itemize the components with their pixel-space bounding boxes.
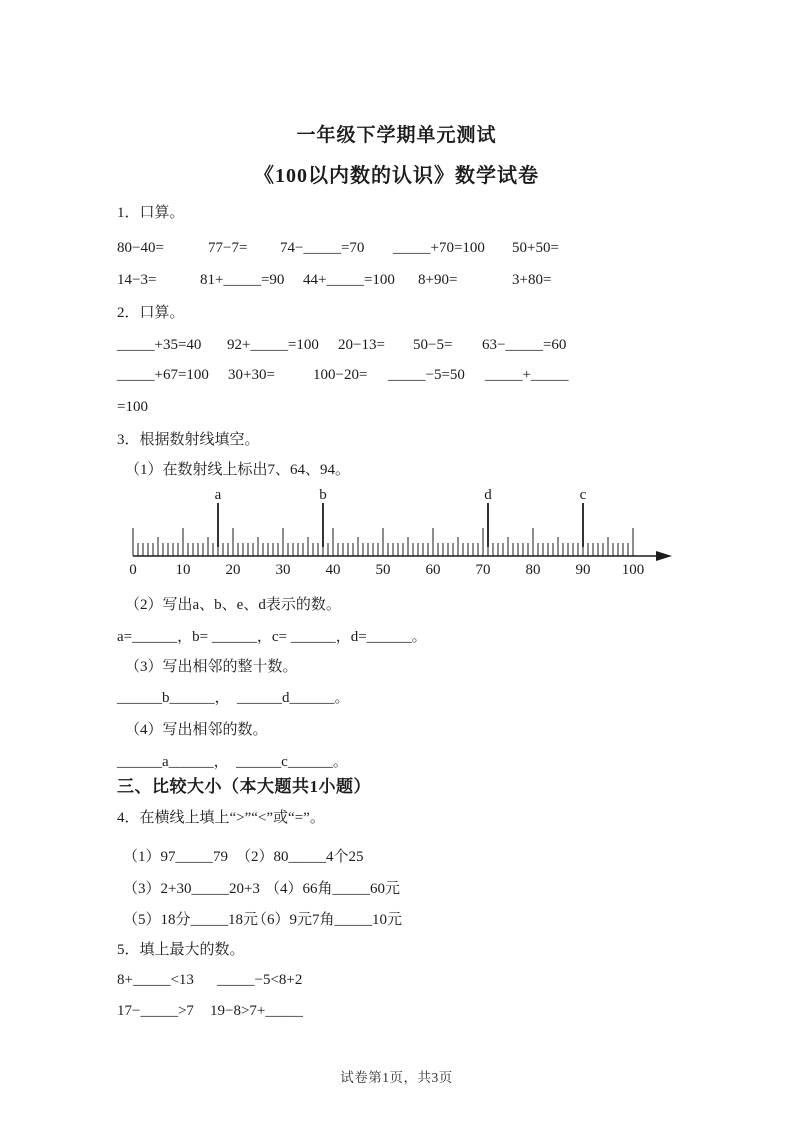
numberline-tick-label: 90 [575,562,591,578]
q5-row-2 [0,1003,793,1025]
q5-row-1 [0,972,793,994]
q3-sub4-answer-line: ______a______， ______c______。 [117,754,348,770]
equation: _____+70=100 [393,240,485,256]
q4-row-1 [0,845,793,867]
number-line-svg [115,486,695,581]
inequality-item: 17−_____>7 [117,1003,194,1019]
question-3-label: 3．根据数射线填空。 [117,432,260,448]
page-subtitle: 《100以内数的认识》数学试卷 [254,165,539,187]
numberline-tick-label: 30 [275,562,291,578]
numberline-tick-label: 40 [325,562,341,578]
question-4-label: 4．在横线上填上“>”“<”或“=”。 [117,810,325,826]
q3-sub3-answer-line: ______b______， ______d______。 [117,690,350,706]
equation: _____−5=50 [388,367,465,383]
q1-equation-row-2 [0,272,793,294]
question-5-label: 5．填上最大的数。 [117,942,245,958]
equation: _____+35=40 [117,337,202,353]
numberline-tick-label: 100 [621,562,645,578]
numberline-tick-label: 20 [225,562,241,578]
number-line [115,486,695,581]
equation: 81+_____=90 [200,272,285,288]
q3-sub4: （4）写出相邻的数。 [125,722,268,738]
equation: 74−_____=70 [280,240,365,256]
q2-equation-row-1 [0,337,793,359]
comparison-item: （1）97_____79 [123,849,229,865]
equation: 14−3= [117,272,157,288]
equation: 44+_____=100 [303,272,395,288]
numberline-tick-label: 70 [475,562,491,578]
q1-equation-row-1 [0,240,793,262]
equation: 77−7= [208,240,248,256]
numberline-tick-label: 50 [375,562,391,578]
numberline-tick-label: 80 [525,562,541,578]
numberline-tick-label: 60 [425,562,441,578]
inequality-item: 8+_____<13 [117,972,194,988]
q3-sub3: （3）写出相邻的整十数。 [125,659,298,675]
equation: _____+67=100 [117,367,209,383]
numberline-marker-label-c: c [579,487,587,503]
numberline-arrow [656,551,672,561]
section-3-heading: 三、比较大小（本大题共1小题） [117,777,371,796]
equation: 100−20= [313,367,368,383]
inequality-item: _____−5<8+2 [217,972,303,988]
inequality-item: 19−8>7+_____ [210,1003,303,1019]
question-1-label: 1．口算。 [117,205,185,221]
q4-row-2 [0,877,793,899]
question-2-label: 2．口算。 [117,305,185,321]
comparison-item: （2）80_____4个25 [236,849,364,865]
equation: 3+80= [512,272,552,288]
equation-continuation: =100 [117,399,148,415]
equation: 20−13= [338,337,385,353]
q2-equation-row-2 [0,367,793,389]
page-footer: 试卷第1页，共3页 [340,1070,453,1085]
comparison-item: （3）2+30_____20+3 [123,881,260,897]
numberline-marker-label-d: d [484,487,492,503]
equation: 92+_____=100 [227,337,319,353]
q3-sub2: （2）写出a、b、e、d表示的数。 [125,597,341,613]
numberline-marker-label-a: a [214,487,222,503]
equation: 80−40= [117,240,164,256]
equation: _____+_____ [485,367,569,383]
page-title: 一年级下学期单元测试 [296,125,497,146]
comparison-item: （6）9元7角_____10元 [252,912,403,928]
numberline-marker-label-b: b [319,487,327,503]
equation: 8+90= [418,272,458,288]
numberline-tick-label: 10 [175,562,191,578]
equation: 50+50= [512,240,559,256]
comparison-item: （4）66角_____60元 [265,881,401,897]
q3-sub1: （1）在数射线上标出7、64、94。 [125,462,351,478]
q4-row-3 [0,908,793,930]
equation: 63−_____=60 [482,337,567,353]
equation: 30+30= [228,367,275,383]
comparison-item: （5）18分_____18元 [123,912,259,928]
numberline-tick-label: 0 [129,562,137,578]
equation: 50−5= [413,337,453,353]
q3-sub2-answer-line: a=______，b= ______，c= ______，d=______。 [117,629,427,645]
